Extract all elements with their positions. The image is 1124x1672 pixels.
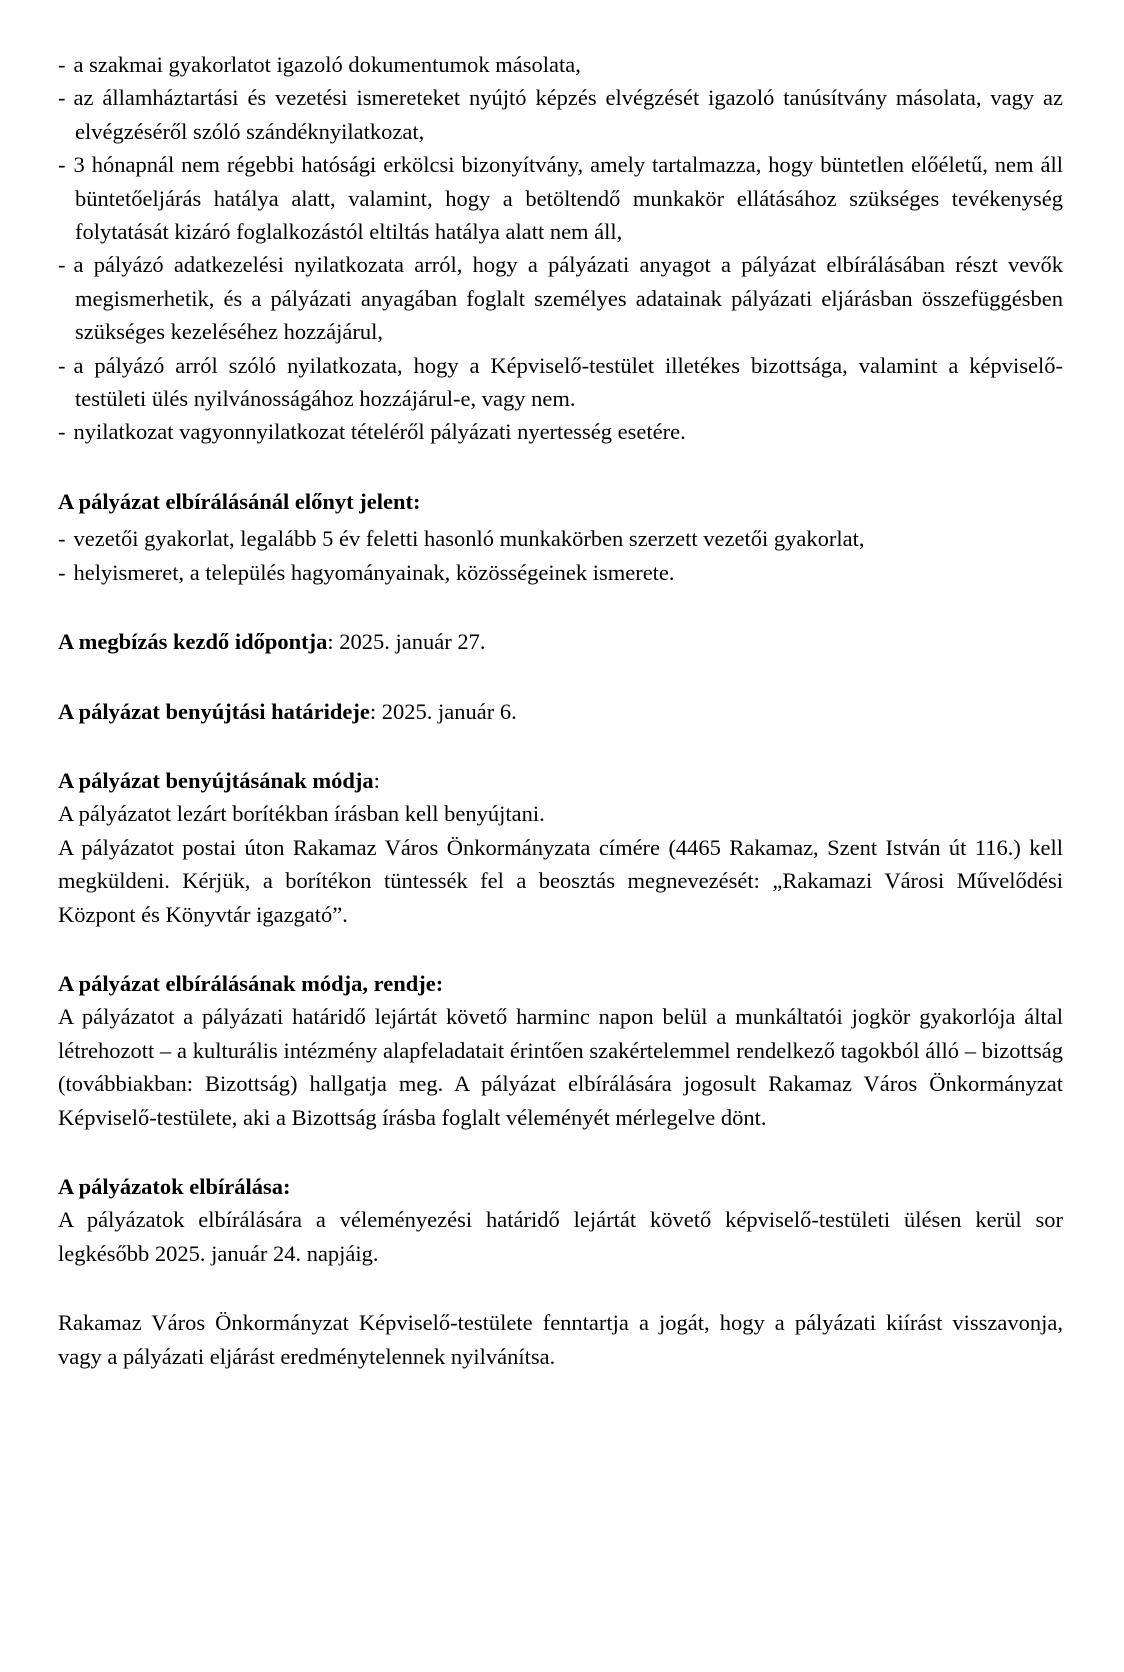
- start-date-line: [58, 625, 1063, 658]
- start-date-label: A megbízás kezdő időpontja: [58, 629, 328, 655]
- closing-paragraph: Rakamaz Város Önkormányzat Képviselő-testülete fenntartja a jogát, hogy a pályázati kiírást visszavonja, vagy a pályázati eljárást eredménytelennek nyilvánítsa.: [58, 1310, 1063, 1369]
- list-item: [58, 248, 1063, 348]
- start-date-value: : 2025. január 27.: [327, 629, 486, 655]
- list-item-text: a pályázó adatkezelési nyilatkozata arról, hogy a pályázati anyagot a pályázat elbírálásában részt vevők megismerhetik, és a pályázati anyagában foglalt személyes adatainak pályázati eljárásban összefüggésben szükséges kezeléséhez hozzájárul,: [73, 252, 1063, 345]
- bullet-dash: -: [58, 52, 66, 77]
- list-item: [58, 349, 1063, 416]
- list-item: [58, 81, 1063, 148]
- list-item: [58, 522, 1063, 555]
- list-item-text: a szakmai gyakorlatot igazoló dokumentumok másolata,: [73, 52, 581, 77]
- submission-paragraph: A pályázatot postai úton Rakamaz Város Önkormányzata címére (4465 Rakamaz, Szent István út 116.) kell megküldeni. Kérjük, a borítékon tüntessék fel a beosztás megnevezését: „Rakamazi Városi Művelődési Központ és Könyvtár igazgató”.: [58, 834, 1063, 927]
- bullet-dash: -: [58, 419, 66, 445]
- bullet-dash: -: [58, 252, 66, 278]
- bullet-dash: -: [58, 152, 66, 178]
- list-item: [58, 415, 1063, 448]
- submission-paragraph: A pályázatot lezárt borítékban írásban kell benyújtani.: [58, 801, 545, 827]
- deadline-label: A pályázat benyújtási határideje: [58, 698, 370, 724]
- evaluation-method-heading: A pályázat elbírálásának módja, rendje:: [58, 970, 444, 996]
- list-item-text: nyilatkozat vagyonnyilatkozat tételéről pályázati nyertesség esetére.: [73, 419, 686, 445]
- evaluation-method-paragraph: A pályázatot a pályázati határidő lejártát követő harminc napon belül a munkáltatói jogkör gyakorlója által létrehozott – a kulturális intézmény alapfeladatait érintően szakértelemmel rendelkező tagokból álló – bizottság (továbbiakban: Bizottság) hallgatja meg. A pályázat elbírálására jogosult Rakamaz Város Önkormányzat Képviselő-testülete, aki a Bizottság írásba foglalt véleményét mérlegelve dönt.: [58, 1004, 1063, 1130]
- submission-heading-colon: :: [373, 767, 380, 793]
- bullet-dash: -: [58, 85, 66, 111]
- advantage-list: [58, 522, 1063, 589]
- list-item-text: 3 hónapnál nem régebbi hatósági erkölcsi bizonyítvány, amely tartalmazza, hogy büntetlen előéletű, nem áll büntetőeljárás hatálya alatt, valamint, hogy a betöltendő munkakör ellátásához szükséges tevékenység folytatását kizáró foglalkozástól eltiltás hatálya alatt nem áll,: [73, 152, 1063, 245]
- submission-heading-text: A pályázat benyújtásának módja: [58, 767, 374, 793]
- deadline-line: [58, 695, 1063, 728]
- bullet-dash: -: [58, 559, 66, 585]
- advantage-heading: A pályázat elbírálásánál előnyt jelent:: [58, 488, 421, 514]
- list-item-text: a pályázó arról szóló nyilatkozata, hogy a Képviselő-testület illetékes bizottsága, valamint a képviselő-testületi ülés nyilvánosságához hozzájárul-e, vagy nem.: [73, 352, 1063, 412]
- list-item-text: az államháztartási és vezetési ismereteket nyújtó képzés elvégzését igazoló tanúsítvány másolata, vagy az elvégzéséről szóló szándéknyilatkozat,: [73, 85, 1063, 144]
- list-item: [58, 148, 1063, 248]
- list-item: [58, 48, 1063, 81]
- list-item: [58, 556, 1063, 589]
- bullet-dash: -: [58, 352, 66, 378]
- submission-heading: [58, 764, 1063, 797]
- requirements-list: [58, 48, 1063, 449]
- deadline-value: : 2025. január 6.: [369, 698, 517, 724]
- list-item-text: helyismeret, a település hagyományainak, közösségeinek ismerete.: [73, 559, 675, 585]
- evaluation-paragraph: A pályázatok elbírálására a véleményezési határidő lejártát követő képviselő-testületi ülésen kerül sor legkésőbb 2025. január 24. napjáig.: [58, 1207, 1063, 1266]
- bullet-dash: -: [58, 526, 66, 552]
- list-item-text: vezetői gyakorlat, legalább 5 év feletti hasonló munkakörben szerzett vezetői gyakorlat,: [73, 526, 865, 552]
- evaluation-heading: A pályázatok elbírálása:: [58, 1173, 291, 1199]
